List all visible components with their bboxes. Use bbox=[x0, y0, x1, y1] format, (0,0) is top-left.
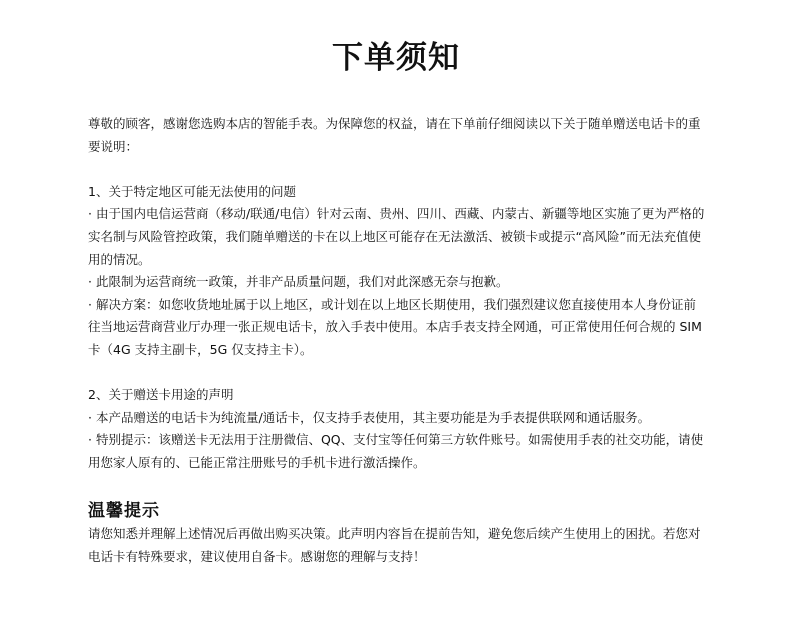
section2-item: · 特别提示：该赠送卡无法用于注册微信、QQ、支付宝等任何第三方软件账号。如需使用手表的社交功能，请使用您家人原有的、已能正常注册账号的手机卡进行激活操作。 bbox=[88, 432, 704, 470]
tips-paragraph: 请您知悉并理解上述情况后再做出购买决策。此声明内容旨在提前告知，避免您后续产生使用上的困扰。若您对电话卡有特殊要求，建议使用自备卡。感谢您的理解与支持！ bbox=[88, 526, 701, 564]
section1-item: · 此限制为运营商统一政策，并非产品质量问题，我们对此深感无奈与抱歉。 bbox=[88, 274, 509, 290]
intro-paragraph: 尊敬的顾客，感谢您选购本店的智能手表。为保障您的权益，请在下单前仔细阅读以下关于随单赠送电话卡的重要说明： bbox=[88, 116, 701, 154]
section1-item: · 由于国内电信运营商（移动/联通/电信）针对云南、贵州、四川、西藏、内蒙古、新疆等地区实施了更为严格的实名制与风险管控政策，我们随单赠送的卡在以上地区可能存在无法激活、被锁卡或提示“高风险”而无法充值使用的情况。 bbox=[88, 206, 705, 267]
notice-content bbox=[88, 113, 708, 475]
spacer bbox=[88, 362, 708, 385]
section1-heading: 1、关于特定地区可能无法使用的问题 bbox=[88, 183, 296, 199]
tips-body bbox=[88, 523, 708, 568]
section2-heading: 2、关于赠送卡用途的声明 bbox=[88, 387, 234, 403]
section2-item: · 本产品赠送的电话卡为纯流量/通话卡，仅支持手表使用，其主要功能是为手表提供联网和通话服务。 bbox=[88, 409, 651, 425]
tips-heading: 温馨提示 bbox=[88, 501, 160, 521]
spacer bbox=[88, 158, 708, 181]
page-title: 下单须知 bbox=[332, 40, 460, 76]
section1-item: · 解决方案：如您收货地址属于以上地区，或计划在以上地区长期使用，我们强烈建议您直接使用本人身份证前往当地运营商营业厅办理一张正规电话卡，放入手表中使用。本店手表支持全网通，可正常使用任何合规的 SIM 卡（4G 支持主副卡，5G 仅支持主卡）。 bbox=[88, 296, 702, 357]
